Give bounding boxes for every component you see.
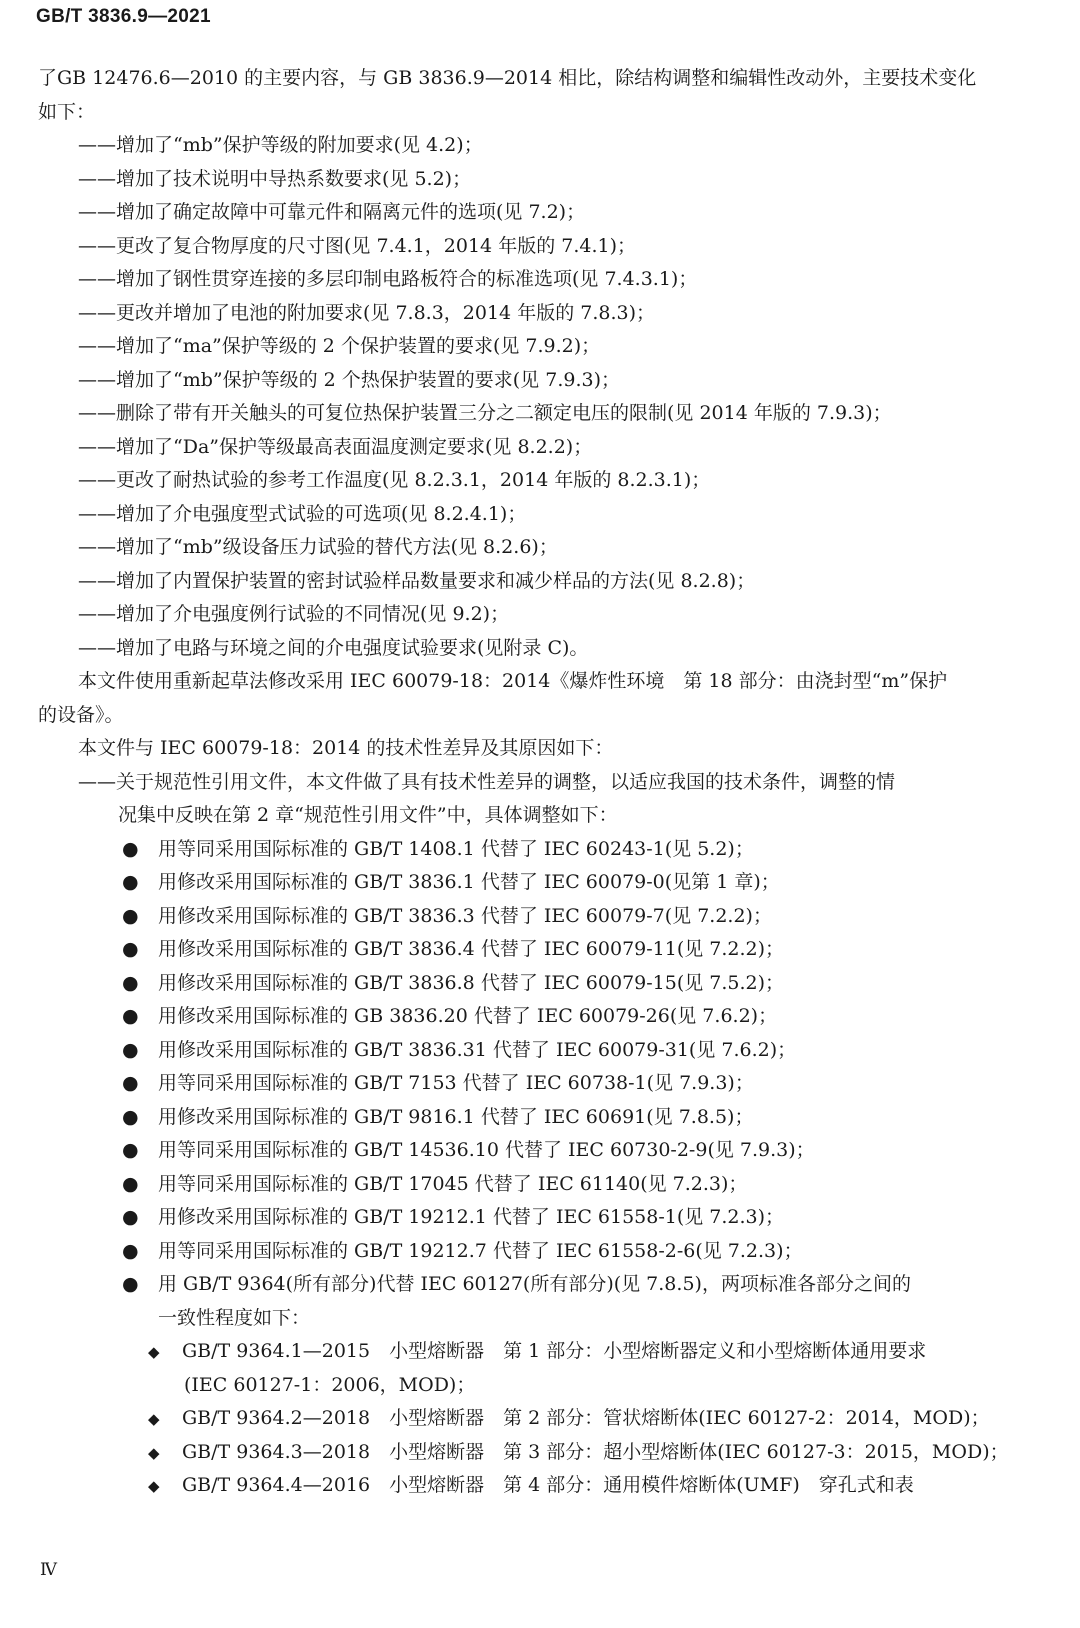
differences-intro-cont: 况集中反映在第 2 章“规范性引用文件”中，具体调整如下： bbox=[118, 804, 618, 826]
sub-list-item-text: GB/T 9364.4—2016 小型熔断器 第 4 部分：通用模件熔断体(UMF) 穿孔式和表 bbox=[182, 1474, 914, 1496]
bullet-icon: ● bbox=[122, 1072, 139, 1094]
list-item bbox=[38, 1101, 1048, 1135]
diamond-icon: ◆ bbox=[148, 1443, 160, 1462]
bullet-icon: ● bbox=[122, 1273, 139, 1295]
change-item: ——增加了确定故障中可靠元件和隔离元件的选项(见 7.2)； bbox=[78, 201, 586, 223]
list-item bbox=[38, 1000, 1048, 1034]
change-item: ——增加了“ma”保护等级的 2 个保护装置的要求(见 7.9.2)； bbox=[78, 335, 601, 357]
text-line: 如下： bbox=[38, 100, 96, 123]
change-item: ——增加了“mb”保护等级的 2 个热保护装置的要求(见 7.9.3)； bbox=[78, 368, 620, 391]
change-item: ——增加了电路与环境之间的介电强度试验要求(见附录 C)。 bbox=[78, 636, 589, 659]
differences-paragraph: 本文件与 IEC 60079-18：2014 的技术性差异及其原因如下： bbox=[78, 737, 614, 759]
bullet-icon: ● bbox=[122, 904, 139, 927]
diamond-icon: ◆ bbox=[148, 1410, 160, 1428]
change-item: ——更改了耐热试验的参考工作温度(见 8.2.3.1，2014 年版的 8.2.3.1)； bbox=[78, 469, 711, 491]
bullet-icon: ● bbox=[122, 1139, 139, 1161]
list-item-text: 用等同采用国际标准的 GB/T 17045 代替了 IEC 61140(见 7.2.3)； bbox=[158, 1172, 748, 1195]
document-body bbox=[38, 62, 1048, 1503]
list-item-text: 用修改采用国际标准的 GB/T 3836.1 代替了 IEC 60079-0(见第 1 章)； bbox=[158, 871, 780, 893]
list-item bbox=[38, 1134, 1048, 1168]
sub-list-item bbox=[38, 1469, 1048, 1503]
list-item-text: 用修改采用国际标准的 GB/T 9816.1 代替了 IEC 60691(见 7.8.5)； bbox=[158, 1105, 754, 1128]
list-item-text: 用等同采用国际标准的 GB/T 7153 代替了 IEC 60738-1(见 7.9.3)； bbox=[158, 1072, 754, 1094]
list-item bbox=[38, 933, 1048, 967]
list-item-text: 用修改采用国际标准的 GB/T 3836.31 代替了 IEC 60079-31(见 7.6.2)； bbox=[158, 1038, 797, 1061]
change-item: ——增加了“mb”保护等级的附加要求(见 4.2)； bbox=[78, 134, 483, 156]
diamond-icon: ◆ bbox=[148, 1477, 160, 1495]
change-item: ——更改了复合物厚度的尺寸图(见 7.4.1，2014 年版的 7.4.1)； bbox=[78, 234, 636, 257]
list-item-text-cont: 一致性程度如下： bbox=[158, 1306, 311, 1329]
change-item: ——增加了内置保护装置的密封试验样品数量要求和减少样品的方法(见 8.2.8)； bbox=[78, 569, 756, 592]
list-item bbox=[38, 1067, 1048, 1101]
bullet-icon: ● bbox=[122, 1206, 139, 1228]
bullet-icon: ● bbox=[122, 971, 139, 994]
list-item-text: 用 GB/T 9364(所有部分)代替 IEC 60127(所有部分)(见 7.8.5)，两项标准各部分之间的 bbox=[158, 1273, 911, 1295]
sub-standards-list bbox=[38, 1335, 1048, 1503]
list-item-text: 用修改采用国际标准的 GB/T 3836.8 代替了 IEC 60079-15(见 7.5.2)； bbox=[158, 971, 785, 994]
change-item: ——更改并增加了电池的附加要求(见 7.8.3，2014 年版的 7.8.3)； bbox=[78, 301, 655, 324]
sub-list-item-text: GB/T 9364.3—2018 小型熔断器 第 3 部分：超小型熔断体(IEC 60127-3：2015，MOD)； bbox=[182, 1440, 1009, 1463]
list-item-text: 用修改采用国际标准的 GB/T 3836.4 代替了 IEC 60079-11(见 7.2.2)； bbox=[158, 938, 785, 960]
bullet-icon: ● bbox=[122, 1105, 139, 1128]
bullet-icon: ● bbox=[122, 1005, 139, 1027]
list-item bbox=[38, 1201, 1048, 1235]
bullet-icon: ● bbox=[122, 1239, 139, 1262]
sub-list-item bbox=[38, 1436, 1048, 1470]
references-list bbox=[38, 833, 1048, 1336]
adoption-paragraph-cont: 的设备》。 bbox=[38, 703, 124, 726]
sub-list-item-text-cont: (IEC 60127-1：2006，MOD)； bbox=[184, 1373, 476, 1396]
change-item: ——增加了介电强度例行试验的不同情况(见 9.2)； bbox=[78, 603, 510, 625]
list-item bbox=[38, 1168, 1048, 1202]
changes-list bbox=[38, 129, 1048, 665]
sub-list-item bbox=[38, 1335, 1048, 1369]
change-item: ——增加了介电强度型式试验的可选项(见 8.2.4.1)； bbox=[78, 502, 527, 525]
adoption-paragraph: 本文件使用重新起草法修改采用 IEC 60079-18：2014《爆炸性环境 第 18 部分：由浇封型“m”保护 bbox=[78, 670, 948, 692]
list-item bbox=[38, 900, 1048, 934]
change-item: ——增加了技术说明中导热系数要求(见 5.2)； bbox=[78, 167, 472, 190]
change-item: ——删除了带有开关触头的可复位热保护装置三分之二额定电压的限制(见 2014 年版的 7.9.3)； bbox=[78, 402, 892, 424]
bullet-icon: ● bbox=[122, 871, 139, 893]
list-item-text: 用修改采用国际标准的 GB 3836.20 代替了 IEC 60079-26(见 7.6.2)； bbox=[158, 1005, 778, 1027]
list-item-text: 用修改采用国际标准的 GB/T 19212.1 代替了 IEC 61558-1(见 7.2.3)； bbox=[158, 1206, 785, 1228]
change-item: ——增加了钢性贯穿连接的多层印制电路板符合的标准选项(见 7.4.3.1)； bbox=[78, 268, 698, 290]
list-item-text: 用等同采用国际标准的 GB/T 19212.7 代替了 IEC 61558-2-6(见 7.2.3)； bbox=[158, 1239, 803, 1262]
list-item bbox=[38, 866, 1048, 900]
sub-list-item-text: GB/T 9364.1—2015 小型熔断器 第 1 部分：小型熔断器定义和小型熔断体通用要求 bbox=[182, 1340, 927, 1362]
differences-intro: ——关于规范性引用文件，本文件做了具有技术性差异的调整，以适应我国的技术条件，调整的情 bbox=[78, 770, 896, 793]
list-item bbox=[38, 1268, 1048, 1302]
list-item-text: 用等同采用国际标准的 GB/T 1408.1 代替了 IEC 60243-1(见 5.2)； bbox=[158, 837, 754, 860]
list-item bbox=[38, 1034, 1048, 1068]
list-item bbox=[38, 967, 1048, 1001]
diamond-icon: ◆ bbox=[148, 1343, 160, 1361]
bullet-icon: ● bbox=[122, 837, 139, 860]
list-item-text: 用修改采用国际标准的 GB/T 3836.3 代替了 IEC 60079-7(见 7.2.2)； bbox=[158, 904, 772, 927]
list-item bbox=[38, 833, 1048, 867]
list-item bbox=[38, 1235, 1048, 1269]
text-line: 了GB 12476.6—2010 的主要内容，与 GB 3836.9—2014 相比，除结构调整和编辑性改动外，主要技术变化 bbox=[38, 67, 977, 89]
sub-list-item bbox=[38, 1402, 1048, 1436]
list-item-text: 用等同采用国际标准的 GB/T 14536.10 代替了 IEC 60730-2-9(见 7.9.3)； bbox=[158, 1139, 815, 1161]
bullet-icon: ● bbox=[122, 938, 139, 960]
bullet-icon: ● bbox=[122, 1172, 139, 1195]
sub-list-item-text: GB/T 9364.2—2018 小型熔断器 第 2 部分：管状熔断体(IEC 60127-2：2014，MOD)； bbox=[182, 1407, 990, 1429]
change-item: ——增加了“Da”保护等级最高表面温度测定要求(见 8.2.2)； bbox=[78, 435, 593, 458]
bullet-icon: ● bbox=[122, 1038, 139, 1061]
page-number: Ⅳ bbox=[40, 1560, 57, 1580]
change-item: ——增加了“mb”级设备压力试验的替代方法(见 8.2.6)； bbox=[78, 536, 558, 558]
document-code-header: GB/T 3836.9—2021 bbox=[36, 6, 211, 27]
